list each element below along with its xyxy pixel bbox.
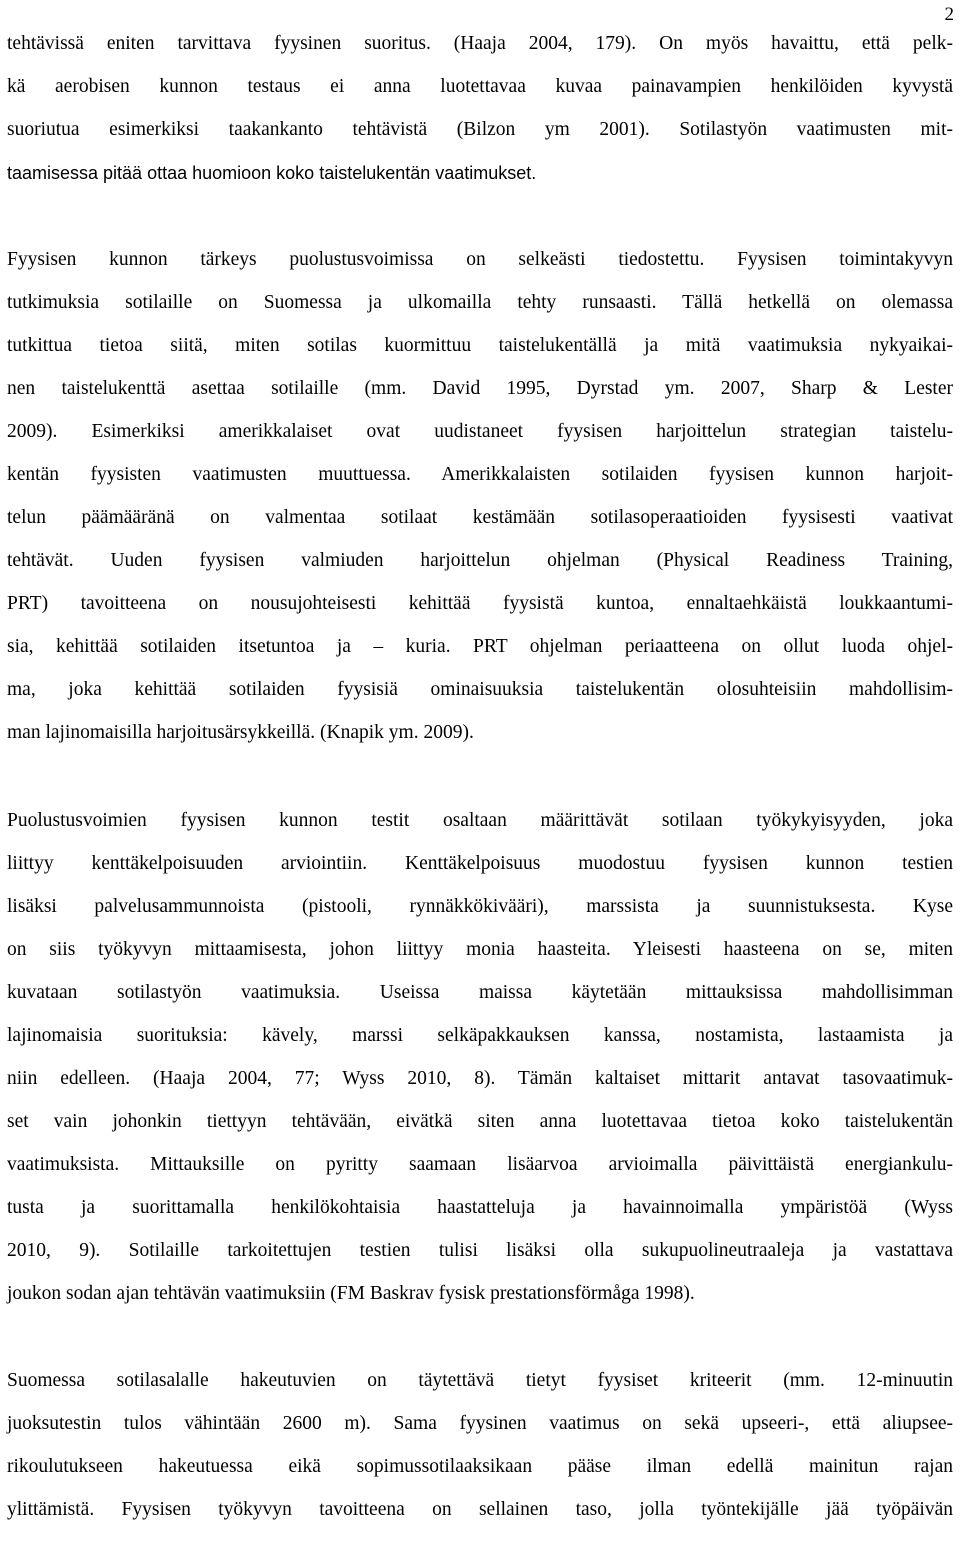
text-line: joukon sodan ajan tehtävän vaatimuksiin (FM Baskrav fysisk prestationsförmåga 1998). xyxy=(7,1283,695,1304)
text-line: tehtävissä eniten tarvittava fyysinen suoritus. (Haaja 2004, 179). On myös havaittu, että pelk- xyxy=(7,33,953,54)
text-line: on siis työkyvyn mittaamisesta, johon liittyy monia haasteita. Yleisesti haasteena on se, miten xyxy=(7,939,953,960)
text-line: kentän fyysisten vaatimusten muuttuessa. Amerikkalaisten sotilaiden fyysisen kunnon harjoit- xyxy=(7,464,953,485)
text-line: rikoulutukseen hakeutuessa eikä sopimussotilaaksikaan pääse ilman edellä mainitun rajan xyxy=(7,1456,953,1477)
text-line: ma, joka kehittää sotilaiden fyysisiä ominaisuuksia taistelukentän olosuhteisiin mahdollisim- xyxy=(7,679,953,700)
text-line: taamisessa pitää ottaa huomioon koko taistelukentän vaatimukset. xyxy=(7,163,537,183)
text-line: telun päämääränä on valmentaa sotilaat kestämään sotilasoperaatioiden fyysisesti vaativat xyxy=(7,507,953,528)
text-line: kuvataan sotilastyön vaatimuksia. Useissa maissa käytetään mittauksissa mahdollisimman xyxy=(7,982,953,1003)
text-line: tehtävät. Uuden fyysisen valmiuden harjoittelun ohjelman (Physical Readiness Training, xyxy=(7,550,953,571)
text-line: 2009). Esimerkiksi amerikkalaiset ovat uudistaneet fyysisen harjoittelun strategian taistelu- xyxy=(7,421,953,442)
text-line: man lajinomaisilla harjoitusärsykkeillä. (Knapik ym. 2009). xyxy=(7,722,474,743)
text-line: PRT) tavoitteena on nousujohteisesti kehittää fyysistä kuntoa, ennaltaehkäistä loukkaantumi- xyxy=(7,593,953,614)
text-line: Suomessa sotilasalalle hakeutuvien on täytettävä tietyt fyysiset kriteerit (mm. 12-minuutin xyxy=(7,1370,953,1391)
text-line: set vain johonkin tiettyyn tehtävään, eivätkä siten anna luotettavaa tietoa koko taistelukentän xyxy=(7,1111,953,1132)
text-line: kä aerobisen kunnon testaus ei anna luotettavaa kuvaa painavampien henkilöiden kyvystä xyxy=(7,76,953,97)
text-line: nen taistelukenttä asettaa sotilaille (mm. David 1995, Dyrstad ym. 2007, Sharp & Lester xyxy=(7,378,953,399)
text-line: vaatimuksista. Mittauksille on pyritty saamaan lisäarvoa arvioimalla päivittäistä energiankulu- xyxy=(7,1154,953,1175)
text-line: lajinomaisia suorituksia: kävely, marssi selkäpakkauksen kanssa, nostamista, lastaamista ja xyxy=(7,1025,953,1046)
text-line: lisäksi palvelusammunnoista (pistooli, rynnäkkökivääri), marssista ja suunnistuksesta. Kyse xyxy=(7,896,953,917)
text-line: sia, kehittää sotilaiden itsetuntoa ja – kuria. PRT ohjelman periaatteena on ollut luoda ohjel- xyxy=(7,636,953,657)
text-line: 2010, 9). Sotilaille tarkoitettujen testien tulisi lisäksi olla sukupuolineutraaleja ja vastattava xyxy=(7,1240,953,1261)
text-line: Puolustusvoimien fyysisen kunnon testit osaltaan määrittävät sotilaan työkykyisyyden, joka xyxy=(7,810,953,831)
text-line: Fyysisen kunnon tärkeys puolustusvoimissa on selkeästi tiedostettu. Fyysisen toimintakyvyn xyxy=(7,249,953,270)
text-line: niin edelleen. (Haaja 2004, 77; Wyss 2010, 8). Tämän kaltaiset mittarit antavat tasovaatimuk- xyxy=(7,1068,953,1089)
text-line: suoriutua esimerkiksi taakankanto tehtävistä (Bilzon ym 2001). Sotilastyön vaatimusten mit- xyxy=(7,119,953,140)
text-line: tusta ja suorittamalla henkilökohtaisia haastatteluja ja havainnoimalla ympäristöä (Wyss xyxy=(7,1197,953,1218)
text-line: ylittämistä. Fyysisen työkyvyn tavoitteena on sellainen taso, jolla työntekijälle jää työpäivän xyxy=(7,1499,953,1520)
text-line: juoksutestin tulos vähintään 2600 m). Sama fyysinen vaatimus on sekä upseeri-, että aliupsee- xyxy=(7,1413,953,1434)
text-line: tutkittua tietoa siitä, miten sotilas kuormittuu taistelukentällä ja mitä vaatimuksia nykyaikai- xyxy=(7,335,953,356)
text-line: liittyy kenttäkelpoisuuden arviointiin. Kenttäkelpoisuus muodostuu fyysisen kunnon testien xyxy=(7,853,953,874)
text-line: tutkimuksia sotilaille on Suomessa ja ulkomailla tehty runsaasti. Tällä hetkellä on olemassa xyxy=(7,292,953,313)
page-number: 2 xyxy=(944,4,954,25)
